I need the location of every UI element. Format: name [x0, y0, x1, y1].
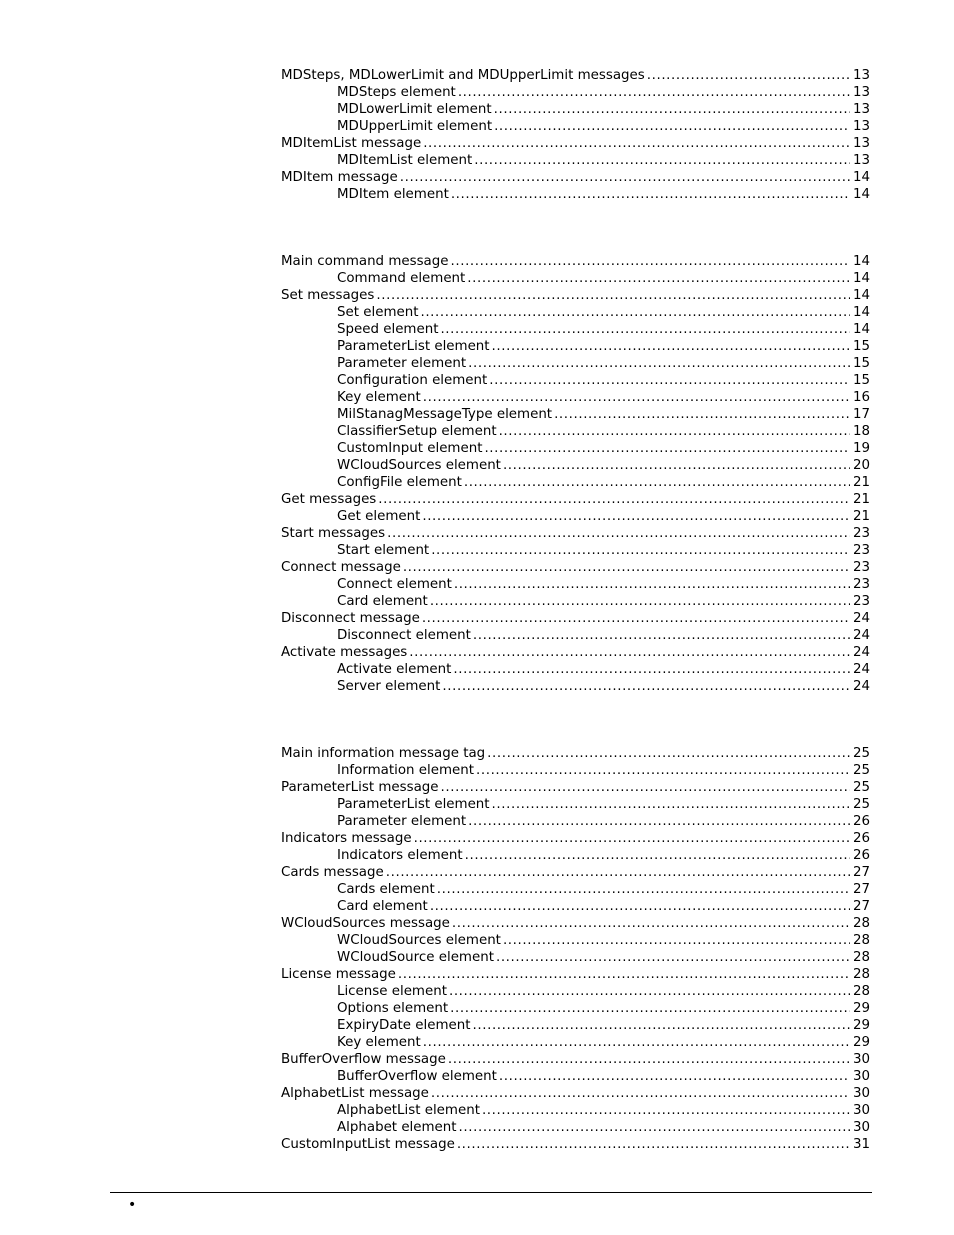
toc-subentry[interactable]	[281, 270, 870, 287]
toc-entry-title: ParameterList message	[281, 780, 439, 795]
dot-leader	[437, 881, 850, 898]
toc-subentry[interactable]	[281, 661, 870, 678]
dot-leader	[494, 118, 850, 135]
toc-entry[interactable]	[281, 830, 870, 847]
toc-entry-title: MilStanagMessageType element	[337, 407, 553, 422]
toc-page-number: 14	[852, 305, 870, 320]
toc-subentry[interactable]	[281, 1102, 870, 1119]
toc-page-number: 30	[852, 1120, 870, 1135]
dot-leader	[457, 1136, 850, 1153]
toc-entry-title: Cards message	[281, 865, 384, 880]
toc-subentry[interactable]	[281, 406, 870, 423]
toc-subentry[interactable]	[281, 1017, 870, 1034]
dot-leader	[409, 644, 850, 661]
toc-entry[interactable]	[281, 287, 870, 304]
dot-leader	[474, 152, 850, 169]
toc-entry-title: Parameter element	[337, 814, 467, 829]
toc-subentry[interactable]	[281, 1119, 870, 1136]
toc-entry-title: Get element	[337, 509, 421, 524]
toc-page-number: 29	[852, 1001, 870, 1016]
dot-leader	[494, 101, 850, 118]
dot-leader	[431, 542, 850, 559]
toc-page-number: 13	[852, 153, 870, 168]
toc-entry-title: Start element	[337, 543, 430, 558]
toc-page-number: 26	[852, 831, 870, 846]
toc-page-number: 23	[852, 577, 870, 592]
toc-entry-title: Disconnect message	[281, 611, 420, 626]
toc-subentry[interactable]	[281, 542, 870, 559]
toc-entry-title: Key element	[337, 390, 421, 405]
toc-page-number: 21	[852, 475, 870, 490]
toc-page-number: 25	[852, 746, 870, 761]
toc-page-number: 15	[852, 339, 870, 354]
toc-page-number: 23	[852, 526, 870, 541]
toc-entry-title: Start messages	[281, 526, 386, 541]
toc-entry-title: Alphabet element	[337, 1120, 457, 1135]
dot-leader	[499, 423, 850, 440]
toc-entry-title: Get messages	[281, 492, 377, 507]
toc-entry[interactable]	[281, 745, 870, 762]
toc-subentry[interactable]	[281, 423, 870, 440]
toc-entry-title: MDItemList element	[337, 153, 473, 168]
toc-entry-title: ConfigFile element	[337, 475, 462, 490]
toc-subentry[interactable]	[281, 152, 870, 169]
toc-entry-title: BufferOverflow element	[337, 1069, 497, 1084]
toc-entry-title: MDLowerLimit element	[337, 102, 492, 117]
dot-leader	[400, 169, 850, 186]
dot-leader	[647, 67, 850, 84]
toc-entry-title: ExpiryDate element	[337, 1018, 471, 1033]
toc-page-number: 17	[852, 407, 870, 422]
toc-page-number: 13	[852, 119, 870, 134]
toc-page-number: 14	[852, 322, 870, 337]
toc-page-number: 29	[852, 1018, 870, 1033]
toc-subentry[interactable]	[281, 186, 870, 203]
toc-page-number: 24	[852, 611, 870, 626]
dot-leader	[554, 406, 850, 423]
dot-leader	[496, 949, 850, 966]
dot-leader	[468, 355, 850, 372]
dot-leader	[476, 762, 850, 779]
toc-subentry[interactable]	[281, 813, 870, 830]
toc-entry[interactable]	[281, 1136, 870, 1153]
toc-page-number: 19	[852, 441, 870, 456]
toc-page-number: 14	[852, 271, 870, 286]
toc-entry-title: Activate messages	[281, 645, 408, 660]
dot-leader	[492, 796, 850, 813]
toc-subentry[interactable]	[281, 678, 870, 695]
toc-entry-title: CustomInput element	[337, 441, 483, 456]
dot-leader	[376, 287, 850, 304]
toc-subentry[interactable]	[281, 1068, 870, 1085]
section-gap	[281, 695, 870, 745]
dot-leader	[484, 440, 850, 457]
toc-entry-title: ClassifierSetup element	[337, 424, 497, 439]
toc-page-number: 26	[852, 848, 870, 863]
toc-entry-title: Set messages	[281, 288, 375, 303]
toc-subentry[interactable]	[281, 949, 870, 966]
dot-leader	[473, 627, 850, 644]
toc-entry-title: Card element	[337, 594, 428, 609]
toc-page-number: 23	[852, 543, 870, 558]
toc-entry-title: AlphabetList message	[281, 1086, 429, 1101]
toc-entry-title: WCloudSources element	[337, 458, 501, 473]
toc-page-number: 31	[852, 1137, 870, 1152]
toc-entry-title: AlphabetList element	[337, 1103, 480, 1118]
dot-leader	[473, 1017, 850, 1034]
toc-page-number: 21	[852, 492, 870, 507]
toc-subentry[interactable]	[281, 440, 870, 457]
toc-subentry[interactable]	[281, 983, 870, 1000]
toc-subentry[interactable]	[281, 118, 870, 135]
toc-entry-title: Configuration element	[337, 373, 488, 388]
toc-page-number: 28	[852, 967, 870, 982]
dot-leader	[492, 338, 850, 355]
dot-leader	[468, 813, 850, 830]
toc-entry-title: WCloudSource element	[337, 950, 494, 965]
toc-entry-title: ParameterList element	[337, 339, 490, 354]
toc-entry-title: Options element	[337, 1001, 449, 1016]
dot-leader	[451, 186, 850, 203]
dot-leader	[442, 678, 850, 695]
dot-leader	[489, 372, 850, 389]
toc-entry-title: MDSteps, MDLowerLimit and MDUpperLimit messages	[281, 68, 645, 83]
toc-page-number: 27	[852, 865, 870, 880]
toc-entry-title: Connect element	[337, 577, 452, 592]
toc-entry-title: Information element	[337, 763, 474, 778]
dot-leader	[465, 847, 850, 864]
toc-page-number: 29	[852, 1035, 870, 1050]
toc-subentry[interactable]	[281, 321, 870, 338]
toc-page-number: 24	[852, 679, 870, 694]
toc-entry[interactable]	[281, 1085, 870, 1102]
dot-leader	[422, 610, 850, 627]
toc-page-number: 14	[852, 288, 870, 303]
toc-entry[interactable]	[281, 253, 870, 270]
section-gap	[281, 203, 870, 253]
toc-entry-title: Command element	[337, 271, 466, 286]
toc-subentry[interactable]	[281, 101, 870, 118]
toc-subentry[interactable]	[281, 796, 870, 813]
dot-leader	[423, 135, 850, 152]
dot-leader	[503, 457, 850, 474]
toc-subentry[interactable]	[281, 881, 870, 898]
toc-page-number: 16	[852, 390, 870, 405]
toc-subentry[interactable]	[281, 84, 870, 101]
toc-entry-title: Server element	[337, 679, 441, 694]
dot-leader	[440, 321, 850, 338]
toc-page-number: 13	[852, 102, 870, 117]
dot-leader	[454, 576, 850, 593]
toc-page-number: 24	[852, 628, 870, 643]
toc-entry-title: MDSteps element	[337, 85, 456, 100]
toc-page-number: 13	[852, 136, 870, 151]
toc-entry-title: Indicators message	[281, 831, 412, 846]
toc-entry-title: BufferOverflow message	[281, 1052, 446, 1067]
toc-page-number: 28	[852, 984, 870, 999]
table-of-contents	[281, 67, 870, 1153]
dot-leader	[452, 915, 850, 932]
dot-leader	[423, 389, 850, 406]
dot-leader	[403, 559, 850, 576]
toc-page-number: 23	[852, 594, 870, 609]
toc-page-number: 23	[852, 560, 870, 575]
toc-page-number: 28	[852, 916, 870, 931]
dot-leader	[467, 270, 850, 287]
dot-leader	[441, 779, 850, 796]
toc-subentry[interactable]	[281, 1034, 870, 1051]
toc-entry[interactable]	[281, 915, 870, 932]
toc-subentry[interactable]	[281, 627, 870, 644]
toc-section	[281, 253, 870, 695]
dot-leader	[464, 474, 850, 491]
toc-entry-title: Key element	[337, 1035, 421, 1050]
dot-leader	[430, 593, 850, 610]
toc-entry-title: Speed element	[337, 322, 439, 337]
toc-subentry[interactable]	[281, 898, 870, 915]
dot-leader	[398, 966, 850, 983]
toc-page-number: 21	[852, 509, 870, 524]
toc-entry[interactable]	[281, 644, 870, 661]
dot-leader	[431, 1085, 850, 1102]
toc-subentry[interactable]	[281, 762, 870, 779]
toc-entry[interactable]	[281, 864, 870, 881]
dot-leader	[422, 508, 850, 525]
toc-entry-title: MDItem element	[337, 187, 449, 202]
toc-page-number: 28	[852, 933, 870, 948]
dot-leader	[458, 84, 850, 101]
toc-subentry[interactable]	[281, 508, 870, 525]
toc-page-number: 13	[852, 68, 870, 83]
toc-entry[interactable]	[281, 169, 870, 186]
toc-page-number: 15	[852, 356, 870, 371]
toc-entry-title: Parameter element	[337, 356, 467, 371]
toc-entry-title: Main information message tag	[281, 746, 486, 761]
toc-entry-title: ParameterList element	[337, 797, 490, 812]
dot-leader	[487, 745, 850, 762]
toc-entry-title: MDItem message	[281, 170, 398, 185]
toc-entry-title: Cards element	[337, 882, 435, 897]
toc-subentry[interactable]	[281, 593, 870, 610]
dot-leader	[414, 830, 850, 847]
toc-page-number: 27	[852, 899, 870, 914]
dot-leader	[453, 661, 850, 678]
toc-entry-title: Main command message	[281, 254, 449, 269]
toc-subentry[interactable]	[281, 389, 870, 406]
dot-leader	[499, 1068, 850, 1085]
toc-subentry[interactable]	[281, 847, 870, 864]
dot-leader	[387, 525, 850, 542]
toc-subentry[interactable]	[281, 457, 870, 474]
dot-leader	[420, 304, 849, 321]
toc-page-number: 25	[852, 797, 870, 812]
dot-leader	[430, 898, 850, 915]
toc-page-number: 14	[852, 170, 870, 185]
toc-page-number: 27	[852, 882, 870, 897]
dot-leader	[482, 1102, 850, 1119]
toc-page-number: 26	[852, 814, 870, 829]
toc-subentry[interactable]	[281, 576, 870, 593]
toc-subentry[interactable]	[281, 372, 870, 389]
dot-leader	[378, 491, 850, 508]
toc-page-number: 24	[852, 662, 870, 677]
toc-entry-title: Card element	[337, 899, 428, 914]
toc-entry-title: License message	[281, 967, 396, 982]
toc-entry-title: MDItemList message	[281, 136, 422, 151]
toc-entry-title: License element	[337, 984, 447, 999]
toc-page-number: 14	[852, 187, 870, 202]
footer-rule	[110, 1192, 872, 1193]
toc-subentry[interactable]	[281, 474, 870, 491]
toc-page-number: 30	[852, 1052, 870, 1067]
dot-leader	[503, 932, 850, 949]
toc-entry[interactable]	[281, 559, 870, 576]
toc-subentry[interactable]	[281, 932, 870, 949]
toc-entry[interactable]	[281, 610, 870, 627]
toc-entry[interactable]	[281, 1051, 870, 1068]
toc-entry[interactable]	[281, 491, 870, 508]
dot-leader	[449, 983, 850, 1000]
toc-entry-title: Activate element	[337, 662, 452, 677]
toc-subentry[interactable]	[281, 338, 870, 355]
toc-entry[interactable]	[281, 135, 870, 152]
dot-leader	[423, 1034, 850, 1051]
toc-entry-title: Connect message	[281, 560, 401, 575]
toc-subentry[interactable]	[281, 355, 870, 372]
toc-entry[interactable]	[281, 67, 870, 84]
toc-page-number: 30	[852, 1103, 870, 1118]
dot-leader	[448, 1051, 850, 1068]
dot-leader	[450, 1000, 850, 1017]
toc-page-number: 25	[852, 763, 870, 778]
footer-bullet: •	[128, 1197, 137, 1213]
toc-page-number: 24	[852, 645, 870, 660]
toc-entry-title: WCloudSources element	[337, 933, 501, 948]
toc-section	[281, 745, 870, 1153]
toc-entry[interactable]	[281, 525, 870, 542]
toc-entry-title: Indicators element	[337, 848, 463, 863]
toc-page-number: 13	[852, 85, 870, 100]
toc-entry-title: WCloudSources message	[281, 916, 450, 931]
toc-section	[281, 67, 870, 203]
toc-entry[interactable]	[281, 779, 870, 796]
dot-leader	[451, 253, 850, 270]
toc-page-number: 18	[852, 424, 870, 439]
toc-entry-title: CustomInputList message	[281, 1137, 455, 1152]
toc-page-number: 14	[852, 254, 870, 269]
toc-subentry[interactable]	[281, 304, 870, 321]
dot-leader	[459, 1119, 850, 1136]
toc-page-number: 28	[852, 950, 870, 965]
toc-entry[interactable]	[281, 966, 870, 983]
toc-page-number: 30	[852, 1069, 870, 1084]
toc-page-number: 25	[852, 780, 870, 795]
toc-page-number: 20	[852, 458, 870, 473]
toc-entry-title: MDUpperLimit element	[337, 119, 493, 134]
toc-page-number: 30	[852, 1086, 870, 1101]
toc-page-number: 15	[852, 373, 870, 388]
toc-subentry[interactable]	[281, 1000, 870, 1017]
toc-entry-title: Disconnect element	[337, 628, 471, 643]
toc-entry-title: Set element	[337, 305, 419, 320]
dot-leader	[386, 864, 850, 881]
